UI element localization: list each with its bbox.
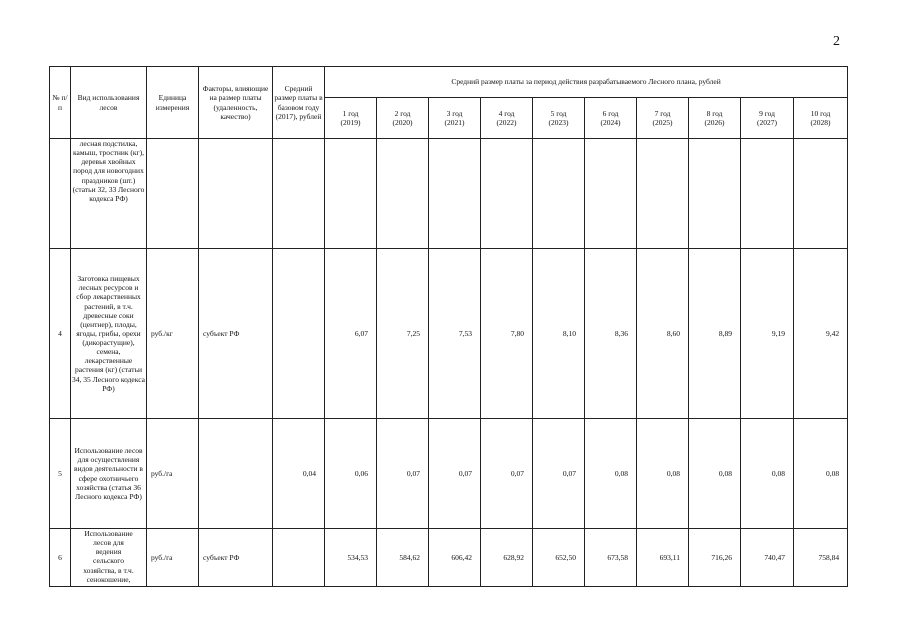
cell-value: 0,07 — [429, 419, 481, 529]
cell-value: 652,50 — [533, 529, 585, 587]
cell-value: 0,08 — [585, 419, 637, 529]
cell-kind: Использование лесов для осуществления видов деятельности в сфере охотничьего хозяйства (статья 36 Лесного кодекса РФ) — [71, 419, 147, 529]
cell-factors — [199, 139, 273, 249]
header-year: 8 год (2026) — [689, 98, 741, 139]
cell-value: 8,10 — [533, 249, 585, 419]
cell-value: 628,92 — [481, 529, 533, 587]
cell-no: 6 — [50, 529, 71, 587]
cell-value: 9,42 — [794, 249, 848, 419]
cell-value: 0,07 — [533, 419, 585, 529]
payment-table — [49, 66, 848, 587]
cell-value: 8,89 — [689, 249, 741, 419]
cell-value — [637, 139, 689, 249]
cell-value: 9,19 — [741, 249, 794, 419]
cell-value: 534,53 — [325, 529, 377, 587]
header-year: 2 год (2020) — [377, 98, 429, 139]
cell-factors: субъект РФ — [199, 529, 273, 587]
cell-value: 7,53 — [429, 249, 481, 419]
cell-value: 0,08 — [637, 419, 689, 529]
cell-value: 7,25 — [377, 249, 429, 419]
cell-value: 693,11 — [637, 529, 689, 587]
cell-value: 0,07 — [377, 419, 429, 529]
cell-value: 0,08 — [794, 419, 848, 529]
table-row — [50, 139, 848, 249]
header-row — [50, 67, 848, 98]
cell-value — [325, 139, 377, 249]
cell-value: 716,26 — [689, 529, 741, 587]
cell-value — [429, 139, 481, 249]
cell-value: 7,80 — [481, 249, 533, 419]
header-year: 6 год (2024) — [585, 98, 637, 139]
cell-value: 584,62 — [377, 529, 429, 587]
header-base-price: Средний размер платы в базовом году (2017), рублей — [273, 67, 325, 139]
cell-value: 0,08 — [689, 419, 741, 529]
cell-value: 740,47 — [741, 529, 794, 587]
header-year: 5 год (2023) — [533, 98, 585, 139]
header-year: 9 год (2027) — [741, 98, 794, 139]
cell-unit: руб./га — [147, 529, 199, 587]
header-year: 10 год (2028) — [794, 98, 848, 139]
cell-value: 8,36 — [585, 249, 637, 419]
cell-value: 673,58 — [585, 529, 637, 587]
cell-kind: лесная подстилка, камыш, тростник (кг), деревья хвойных пород для новогодних праздников (шт.) (статьи 32, 33 Лесного кодекса РФ) — [71, 139, 147, 249]
cell-base — [273, 139, 325, 249]
header-year: 1 год (2019) — [325, 98, 377, 139]
cell-value — [741, 139, 794, 249]
cell-value: 758,84 — [794, 529, 848, 587]
table-row — [50, 249, 848, 419]
cell-value — [585, 139, 637, 249]
header-year: 7 год (2025) — [637, 98, 689, 139]
header-period: Средний размер платы за период действия разрабатываемого Лесного плана, рублей — [325, 67, 848, 98]
cell-no: 4 — [50, 249, 71, 419]
cell-factors: субъект РФ — [199, 249, 273, 419]
table-row — [50, 529, 848, 587]
cell-value: 0,06 — [325, 419, 377, 529]
cell-value: 0,08 — [741, 419, 794, 529]
cell-value — [377, 139, 429, 249]
cell-value — [533, 139, 585, 249]
cell-base — [273, 249, 325, 419]
cell-base — [273, 529, 325, 587]
cell-value — [481, 139, 533, 249]
page-number: 2 — [833, 34, 840, 49]
cell-no — [50, 139, 71, 249]
header-year: 3 год (2021) — [429, 98, 481, 139]
cell-value — [689, 139, 741, 249]
cell-kind: Использование лесов для ведения сельского хозяйства, в т.ч. сенокошение, — [71, 529, 147, 587]
cell-value: 6,07 — [325, 249, 377, 419]
cell-unit: руб./га — [147, 419, 199, 529]
header-no: № п/п — [50, 67, 71, 139]
cell-unit — [147, 139, 199, 249]
header-unit: Единица измерения — [147, 67, 199, 139]
cell-unit: руб./кг — [147, 249, 199, 419]
cell-value: 0,07 — [481, 419, 533, 529]
header-factors: Факторы, влияющие на размер платы (удаленность, качество) — [199, 67, 273, 139]
table-row — [50, 419, 848, 529]
cell-factors — [199, 419, 273, 529]
cell-no: 5 — [50, 419, 71, 529]
header-kind: Вид использования лесов — [71, 67, 147, 139]
cell-base: 0,04 — [273, 419, 325, 529]
cell-kind: Заготовка пищевых лесных ресурсов и сбор лекарственных растений, в т.ч. древесные соки (центнер), плоды, ягоды, грибы, орехи (дикорастущие), семена, лекарственные растения (кг) (статьи 34, 35 Лесного кодекса РФ) — [71, 249, 147, 419]
cell-value: 606,42 — [429, 529, 481, 587]
header-year: 4 год (2022) — [481, 98, 533, 139]
cell-value: 8,60 — [637, 249, 689, 419]
cell-value — [794, 139, 848, 249]
